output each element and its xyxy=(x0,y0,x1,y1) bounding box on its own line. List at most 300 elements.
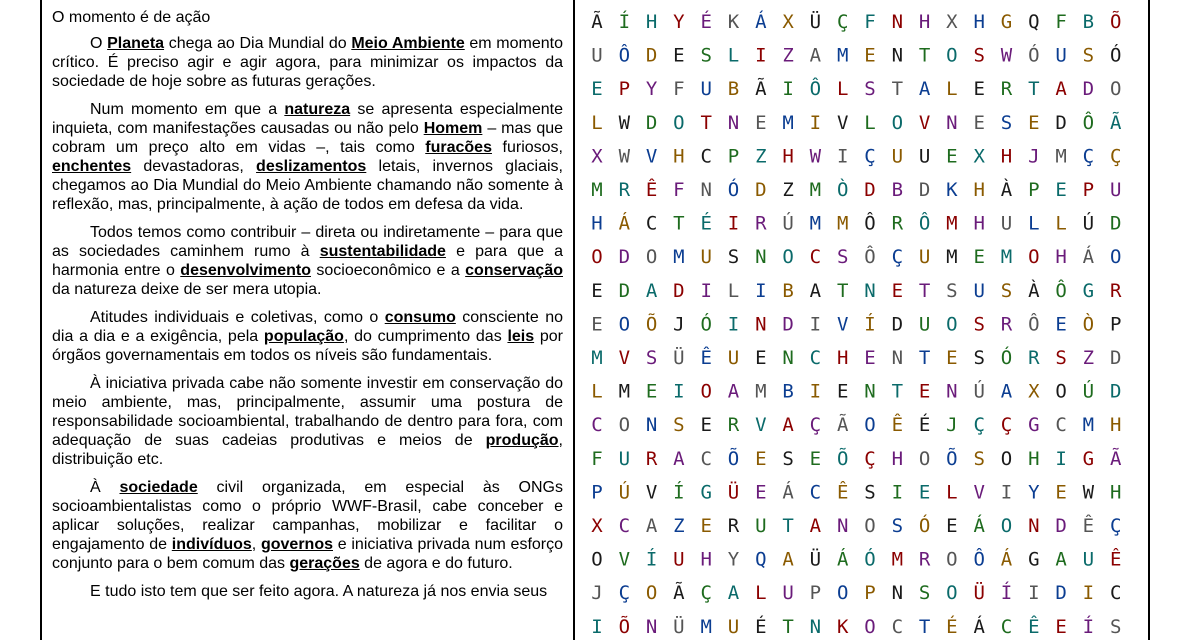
grid-letter: H xyxy=(1109,481,1122,504)
grid-letter: Á xyxy=(1082,246,1095,269)
text-run: consciente no dia a dia e a exigência, pela xyxy=(52,309,563,345)
grid-letter: Á xyxy=(782,481,794,504)
grid-letter: Ô xyxy=(973,548,985,571)
grid-letter: Ü xyxy=(727,481,740,504)
grid-letter: I xyxy=(755,279,767,302)
grid-letter: R xyxy=(1000,78,1013,101)
grid-letter: A xyxy=(782,548,794,571)
grid-letter: A xyxy=(782,414,794,437)
keyword: consumo xyxy=(384,309,456,326)
grid-letter: E xyxy=(755,481,767,504)
grid-letter: Ó xyxy=(864,548,876,571)
grid-letter: Ú xyxy=(782,212,794,235)
keyword: Planeta xyxy=(107,35,165,52)
grid-letter: N xyxy=(864,380,876,403)
grid-letter: O xyxy=(836,582,849,605)
grid-letter: P xyxy=(1082,179,1095,201)
grid-letter: À xyxy=(1000,179,1013,201)
grid-letter: H xyxy=(836,347,849,369)
grid-letter: H xyxy=(782,145,794,168)
grid-letter: Ô xyxy=(1028,313,1040,336)
grid-letter: L xyxy=(946,481,958,504)
grid-letter: É xyxy=(700,11,712,33)
grid-letter: T xyxy=(918,44,931,67)
text-run: chega ao Dia Mundial do xyxy=(164,35,352,52)
grid-letter: M xyxy=(809,212,822,235)
grid-letter: S xyxy=(645,347,658,369)
grid-letter: H xyxy=(973,11,985,33)
grid-letter: E xyxy=(591,313,603,336)
grid-letter: Y xyxy=(673,11,685,33)
grid-letter: M xyxy=(1082,414,1095,437)
grid-letter: G xyxy=(1028,414,1040,437)
grid-letter: E xyxy=(673,44,685,67)
grid-letter: O xyxy=(946,548,958,571)
grid-letter: Ê xyxy=(836,481,849,504)
grid-letter: Ç xyxy=(891,246,904,269)
grid-letter: W xyxy=(618,111,631,134)
grid-letter: Á xyxy=(755,11,767,33)
grid-letter: W xyxy=(618,145,631,168)
grid-letter: E xyxy=(1055,179,1067,201)
grid-letter: U xyxy=(918,313,931,336)
grid-letter: U xyxy=(1055,44,1067,67)
grid-letter: F xyxy=(673,179,685,201)
grid-letter: U xyxy=(1000,212,1013,235)
text-run: socioeconômico e a xyxy=(311,262,466,279)
grid-letter: N xyxy=(891,44,904,67)
grid-letter: L xyxy=(1055,212,1067,235)
grid-letter: Ç xyxy=(864,447,876,470)
grid-letter: W xyxy=(1000,44,1013,67)
grid-letter: S xyxy=(1000,111,1013,134)
grid-letter: O xyxy=(591,548,603,571)
grid-letter: I xyxy=(1000,481,1013,504)
article-paragraph xyxy=(52,478,563,573)
grid-letter: N xyxy=(946,380,958,403)
grid-letter: O xyxy=(1109,78,1122,101)
grid-letter: Ó xyxy=(1028,44,1040,67)
text-run: por órgãos governamentais em todos os níveis são fundamentais. xyxy=(52,328,563,364)
grid-letter: Í xyxy=(864,313,876,336)
grid-letter: Á xyxy=(618,212,631,235)
grid-letter: B xyxy=(782,279,794,302)
grid-letter: I xyxy=(1028,582,1040,605)
grid-letter: Z xyxy=(1082,347,1095,369)
grid-letter: O xyxy=(864,515,876,537)
grid-letter: V xyxy=(755,414,767,437)
grid-letter: Z xyxy=(673,515,685,537)
grid-letter: M xyxy=(591,347,603,369)
grid-letter: L xyxy=(755,582,767,605)
grid-letter: O xyxy=(891,111,904,134)
grid-letter: R xyxy=(755,212,767,235)
grid-letter: Í xyxy=(618,11,631,33)
grid-letter: É xyxy=(946,615,958,638)
grid-letter: X xyxy=(782,11,794,33)
grid-letter: L xyxy=(591,380,603,403)
grid-letter: T xyxy=(891,380,904,403)
grid-letter: Ü xyxy=(809,548,822,571)
grid-letter: D xyxy=(1082,78,1095,101)
grid-letter: V xyxy=(836,111,849,134)
grid-letter: E xyxy=(1055,615,1067,638)
grid-letter: O xyxy=(700,380,712,403)
grid-letter: Z xyxy=(782,179,794,201)
grid-letter: L xyxy=(591,111,603,134)
grid-letter: O xyxy=(1055,380,1067,403)
article-panel xyxy=(40,0,575,640)
grid-letter: O xyxy=(864,615,876,638)
grid-letter: Q xyxy=(755,548,767,571)
grid-letter: S xyxy=(864,78,876,101)
keyword: governos xyxy=(260,536,333,553)
grid-letter: L xyxy=(727,279,740,302)
text-run: civil organizada, em especial às ONGs socioambientalistas como o próprio WWF-Brasil, cabe conceber e aplicar soluções, realizar campanhas, mobilizar e facilitar o engajamento de xyxy=(52,479,563,553)
text-run: e para que a harmonia entre o xyxy=(52,243,563,279)
grid-letter: Í xyxy=(1082,615,1095,638)
keyword: enchentes xyxy=(52,158,132,175)
text-run: furiosos, xyxy=(491,139,563,156)
grid-letter: G xyxy=(1082,447,1095,470)
grid-letter: H xyxy=(1055,246,1067,269)
keyword: sociedade xyxy=(119,479,198,496)
grid-letter: Ü xyxy=(673,615,685,638)
grid-letter: Í xyxy=(1000,582,1013,605)
grid-letter: X xyxy=(591,145,603,168)
grid-letter: M xyxy=(755,380,767,403)
grid-letter: Á xyxy=(836,548,849,571)
grid-letter: F xyxy=(673,78,685,101)
grid-letter: U xyxy=(782,582,794,605)
grid-letter: E xyxy=(1028,111,1040,134)
grid-letter: N xyxy=(809,615,822,638)
text-run: E tudo isto tem que ser feito agora. A natureza já nos envia seus xyxy=(90,583,548,600)
grid-letter: I xyxy=(1055,447,1067,470)
grid-letter: E xyxy=(946,145,958,168)
grid-letter: R xyxy=(618,179,631,201)
grid-letter: E xyxy=(836,380,849,403)
grid-letter: Ò xyxy=(836,179,849,201)
grid-letter: S xyxy=(891,515,904,537)
article-paragraph xyxy=(52,223,563,299)
grid-letter: Õ xyxy=(645,313,658,336)
grid-letter: H xyxy=(591,212,603,235)
grid-letter: D xyxy=(891,313,904,336)
grid-letter: R xyxy=(891,212,904,235)
grid-letter: S xyxy=(973,447,985,470)
grid-letter: Ú xyxy=(1082,212,1095,235)
text-run: , distribuição etc. xyxy=(52,432,563,468)
grid-letter: Õ xyxy=(727,447,740,470)
grid-letter: H xyxy=(891,447,904,470)
grid-letter: H xyxy=(700,548,712,571)
grid-letter: H xyxy=(973,179,985,201)
grid-letter: T xyxy=(918,615,931,638)
grid-letter: R xyxy=(1028,347,1040,369)
keyword: leis xyxy=(507,328,535,345)
text-run: À iniciativa privada cabe não somente investir em conservação do meio ambiente, mas, principalmente, assumir uma postura de responsabilidade socioambiental, trabalhando de dentro para fora, com adequação de suas cadeias produtivas e meios de xyxy=(52,375,563,449)
grid-letter: H xyxy=(673,145,685,168)
grid-letter: S xyxy=(1055,347,1067,369)
grid-letter: É xyxy=(918,414,931,437)
grid-letter: Ê xyxy=(700,347,712,369)
grid-letter: R xyxy=(1000,313,1013,336)
keyword: população xyxy=(263,328,344,345)
grid-letter: U xyxy=(918,145,931,168)
grid-letter: Ü xyxy=(673,347,685,369)
grid-letter: I xyxy=(727,212,740,235)
grid-letter: E xyxy=(973,246,985,269)
grid-letter: Á xyxy=(1000,548,1013,571)
grid-letter: E xyxy=(1055,481,1067,504)
grid-letter: N xyxy=(864,279,876,302)
grid-letter: Ü xyxy=(973,582,985,605)
grid-letter: N xyxy=(755,246,767,269)
grid-letter: O xyxy=(782,246,794,269)
grid-letter: Ã xyxy=(591,11,603,33)
grid-letter: Ç xyxy=(1082,145,1095,168)
grid-letter: H xyxy=(645,11,658,33)
grid-letter: Õ xyxy=(836,447,849,470)
grid-letter: D xyxy=(618,279,631,302)
grid-letter: J xyxy=(1028,145,1040,168)
grid-letter: C xyxy=(1055,414,1067,437)
grid-letter: E xyxy=(591,78,603,101)
grid-letter: T xyxy=(673,212,685,235)
grid-letter: O xyxy=(591,246,603,269)
grid-letter: Ç xyxy=(864,145,876,168)
word-search-panel xyxy=(575,0,1150,640)
grid-letter: O xyxy=(645,246,658,269)
grid-letter: Ú xyxy=(618,481,631,504)
grid-letter: Õ xyxy=(618,615,631,638)
grid-letter: U xyxy=(700,78,712,101)
grid-letter: Ô xyxy=(618,44,631,67)
grid-letter: Ç xyxy=(618,582,631,605)
grid-letter: A xyxy=(727,582,740,605)
grid-letter: S xyxy=(918,582,931,605)
keyword: Homem xyxy=(423,120,483,137)
grid-letter: E xyxy=(700,515,712,537)
grid-letter: E xyxy=(645,380,658,403)
grid-letter: D xyxy=(1055,582,1067,605)
grid-letter: O xyxy=(1000,447,1013,470)
grid-letter: C xyxy=(618,515,631,537)
grid-letter: P xyxy=(1109,313,1122,336)
grid-letter: Ê xyxy=(1109,548,1122,571)
grid-letter: M xyxy=(946,212,958,235)
grid-letter: L xyxy=(727,44,740,67)
grid-letter: P xyxy=(618,78,631,101)
grid-letter: Ó xyxy=(727,179,740,201)
grid-letter: I xyxy=(782,78,794,101)
grid-letter: P xyxy=(864,582,876,605)
keyword: produção xyxy=(485,432,559,449)
keyword: conservação xyxy=(465,262,563,279)
grid-letter: B xyxy=(1082,11,1095,33)
grid-letter: X xyxy=(946,11,958,33)
grid-letter: Ê xyxy=(891,414,904,437)
text-run: À xyxy=(90,479,120,496)
article-paragraph xyxy=(52,308,563,365)
grid-letter: I xyxy=(891,481,904,504)
grid-letter: W xyxy=(1082,481,1095,504)
grid-letter: D xyxy=(782,313,794,336)
grid-letter: U xyxy=(727,347,740,369)
grid-letter: L xyxy=(864,111,876,134)
grid-letter: S xyxy=(946,279,958,302)
grid-letter: O xyxy=(618,414,631,437)
grid-letter: H xyxy=(1109,414,1122,437)
grid-letter: D xyxy=(1109,212,1122,235)
grid-letter: D xyxy=(755,179,767,201)
grid-letter: T xyxy=(918,347,931,369)
grid-letter: J xyxy=(673,313,685,336)
grid-letter: C xyxy=(700,145,712,168)
grid-letter: S xyxy=(782,447,794,470)
grid-letter: V xyxy=(918,111,931,134)
grid-letter: S xyxy=(1109,615,1122,638)
grid-letter: M xyxy=(891,548,904,571)
grid-letter: H xyxy=(1028,447,1040,470)
grid-letter: J xyxy=(946,414,958,437)
grid-letter: Ç xyxy=(700,582,712,605)
grid-letter: E xyxy=(918,481,931,504)
text-run: em momento crítico. É preciso agir e agir agora, para minimizar os impactos da sociedade de hoje sobre as futuras gerações. xyxy=(52,35,563,90)
grid-letter: N xyxy=(645,615,658,638)
grid-letter: Ã xyxy=(1109,111,1122,134)
grid-letter: O xyxy=(1000,515,1013,537)
text-run: Num momento em que a xyxy=(90,101,285,118)
grid-letter: M xyxy=(1055,145,1067,168)
grid-letter: E xyxy=(591,279,603,302)
grid-letter: E xyxy=(809,447,822,470)
grid-letter: S xyxy=(973,44,985,67)
grid-letter: V xyxy=(836,313,849,336)
grid-letter: Q xyxy=(1028,11,1040,33)
grid-letter: N xyxy=(700,179,712,201)
grid-letter: C xyxy=(1000,615,1013,638)
grid-letter: T xyxy=(1028,78,1040,101)
keyword: Meio Ambiente xyxy=(351,35,465,52)
grid-letter: E xyxy=(1055,313,1067,336)
grid-letter: E xyxy=(918,380,931,403)
grid-letter: U xyxy=(591,44,603,67)
grid-letter: Y xyxy=(645,78,658,101)
grid-letter: M xyxy=(809,179,822,201)
grid-letter: M xyxy=(618,380,631,403)
keyword: desenvolvimento xyxy=(180,262,311,279)
grid-letter: S xyxy=(836,246,849,269)
grid-letter: D xyxy=(1109,347,1122,369)
grid-letter: R xyxy=(645,447,658,470)
grid-letter: P xyxy=(727,145,740,168)
text-run: e iniciativa privada num esforço conjunto para o bem comum das xyxy=(52,536,564,572)
grid-letter: C xyxy=(1109,582,1122,605)
grid-letter: P xyxy=(1028,179,1040,201)
grid-letter: C xyxy=(809,246,822,269)
grid-letter: L xyxy=(946,78,958,101)
keyword: sustentabilidade xyxy=(319,243,446,260)
grid-letter: A xyxy=(645,515,658,537)
grid-letter: A xyxy=(1055,78,1067,101)
article-paragraph xyxy=(52,582,563,601)
grid-letter: Ó xyxy=(918,515,931,537)
grid-letter: D xyxy=(1109,380,1122,403)
grid-letter: Ü xyxy=(809,11,822,33)
grid-letter: O xyxy=(946,582,958,605)
grid-letter: G xyxy=(1082,279,1095,302)
text-run: – mas que cobram um preço alto em vidas –, tais como xyxy=(52,120,564,156)
grid-letter: V xyxy=(645,145,658,168)
keyword: furacões xyxy=(425,139,492,156)
grid-letter: Y xyxy=(727,548,740,571)
grid-letter: X xyxy=(1028,380,1040,403)
grid-letter: U xyxy=(891,145,904,168)
grid-letter: Ç xyxy=(809,414,822,437)
grid-letter: G xyxy=(1028,548,1040,571)
grid-letter: Ã xyxy=(673,582,685,605)
grid-letter: Ô xyxy=(1082,111,1095,134)
grid-letter: A xyxy=(1055,548,1067,571)
grid-letter: A xyxy=(1000,380,1013,403)
grid-letter: Ã xyxy=(836,414,849,437)
keyword: indivíduos xyxy=(171,536,252,553)
grid-letter: Ó xyxy=(1000,347,1013,369)
grid-letter: N xyxy=(836,515,849,537)
grid-letter: O xyxy=(946,313,958,336)
grid-letter: Ç xyxy=(836,11,849,33)
grid-letter: S xyxy=(700,44,712,67)
word-search-grid xyxy=(575,0,1150,640)
grid-letter: Ô xyxy=(809,78,822,101)
grid-letter: D xyxy=(618,246,631,269)
grid-letter: E xyxy=(973,78,985,101)
grid-letter: N xyxy=(891,11,904,33)
grid-letter: V xyxy=(618,347,631,369)
grid-letter: Á xyxy=(973,615,985,638)
grid-letter: D xyxy=(864,179,876,201)
grid-letter: I xyxy=(673,380,685,403)
grid-letter: Ç xyxy=(1109,515,1122,537)
grid-letter: P xyxy=(591,481,603,504)
grid-letter: E xyxy=(864,347,876,369)
grid-letter: H xyxy=(973,212,985,235)
grid-letter: M xyxy=(700,615,712,638)
grid-letter: M xyxy=(673,246,685,269)
grid-letter: F xyxy=(1055,11,1067,33)
grid-letter: Õ xyxy=(946,447,958,470)
grid-letter: U xyxy=(727,615,740,638)
grid-letter: K xyxy=(727,11,740,33)
grid-letter: L xyxy=(1028,212,1040,235)
grid-letter: R xyxy=(727,515,740,537)
grid-letter: M xyxy=(782,111,794,134)
grid-letter: H xyxy=(918,11,931,33)
grid-letter: O xyxy=(1028,246,1040,269)
grid-letter: X xyxy=(591,515,603,537)
grid-letter: R xyxy=(1109,279,1122,302)
article-body xyxy=(52,34,563,601)
grid-letter: I xyxy=(809,313,822,336)
grid-letter: X xyxy=(973,145,985,168)
grid-letter: T xyxy=(918,279,931,302)
grid-letter: U xyxy=(918,246,931,269)
grid-letter: A xyxy=(727,380,740,403)
grid-letter: N xyxy=(755,313,767,336)
grid-letter: O xyxy=(918,447,931,470)
